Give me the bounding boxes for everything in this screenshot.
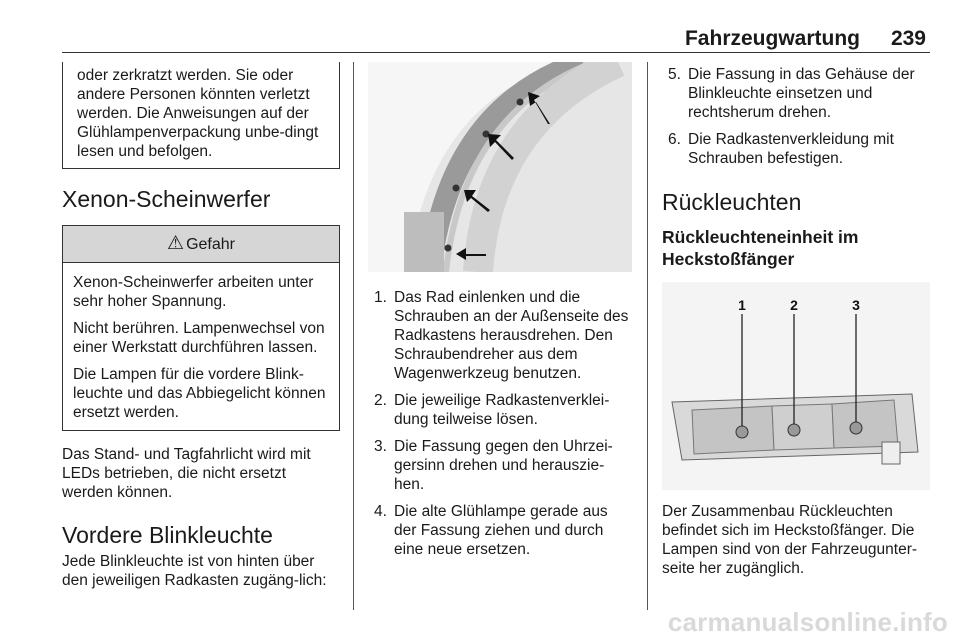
list-item: 6. Die Radkastenverkleidung mit Schrauben befestigen. [668,131,894,167]
warning-triangle-icon: ⚠ [167,233,185,254]
xenon-heading: Xenon-Scheinwerfer [62,186,271,212]
list-item: 1. Das Rad einlenken und die Schrauben an der Außenseite des Radkastens herausdrehen. Den Schraubendreher aus dem Wagenwerkzeug benutzen. [374,289,629,382]
page-number: 239 [890,27,926,50]
steps-list-1 [368,288,632,559]
rear-subheading: Rückleuchteneinheit im Heckstoßfänger [662,227,859,269]
callout-3: 3 [852,297,860,313]
page-header [62,22,930,53]
list-item: 2. Die jeweilige Radkastenverklei-dung teilweise lösen. [374,392,610,428]
warning-continuation-text: oder zerkratzt werden. Sie oder andere Personen könnten verletzt werden. Die Anweisungen auf der Glühlampenverpackung unbe-dingt lesen und befolgen. [77,67,319,160]
danger-header [63,226,339,263]
list-item: 5. Die Fassung in das Gehäuse der Blinkleuchte einsetzen und rechtsherum drehen. [668,66,915,121]
column-divider [647,62,648,610]
column-right [662,62,930,578]
list-item: 3. Die Fassung gegen den Uhrzei-gersinn drehen und herauszie-hen. [374,438,613,493]
page-title: Fahrzeugwartung [684,27,860,50]
blink-paragraph: Jede Blinkleuchte ist von hinten über den jeweiligen Radkasten zugäng-lich: [62,553,327,589]
danger-label: Gefahr [186,236,235,253]
list-item: 4. Die alte Glühlampe gerade aus der Fassung ziehen und durch eine neue ersetzen. [374,503,608,558]
danger-box [62,225,340,431]
danger-text-3: Die Lampen für die vordere Blink-leuchte und das Abbiegelicht können ersetzt werden. [73,366,326,421]
rear-paragraph: Der Zusammenbau Rückleuchten befindet sich im Heckstoßfänger. Die Lampen sind von der Fahrzeugunter-seite her zugänglich. [662,503,918,577]
rear-heading: Rückleuchten [662,189,802,215]
rear-light-figure [662,282,930,490]
steps-list-2 [662,65,930,168]
danger-text-1: Xenon-Scheinwerfer arbeiten unter sehr hoher Spannung. [73,274,314,310]
column-middle [368,62,632,567]
wheel-arch-figure [368,62,632,272]
callout-1: 1 [738,297,746,313]
watermark: carmanualsonline.info [667,607,948,637]
blink-heading: Vordere Blinkleuchte [62,522,273,548]
warning-continuation-box [62,62,340,169]
callout-2: 2 [790,297,798,313]
column-divider [353,62,354,610]
led-paragraph: Das Stand- und Tagfahrlicht wird mit LEDs betrieben, die nicht ersetzt werden können. [62,446,311,501]
danger-body [63,263,339,430]
danger-text-2: Nicht berühren. Lampenwechsel von einer Werkstatt durchführen lassen. [73,320,325,356]
column-left [62,62,340,590]
